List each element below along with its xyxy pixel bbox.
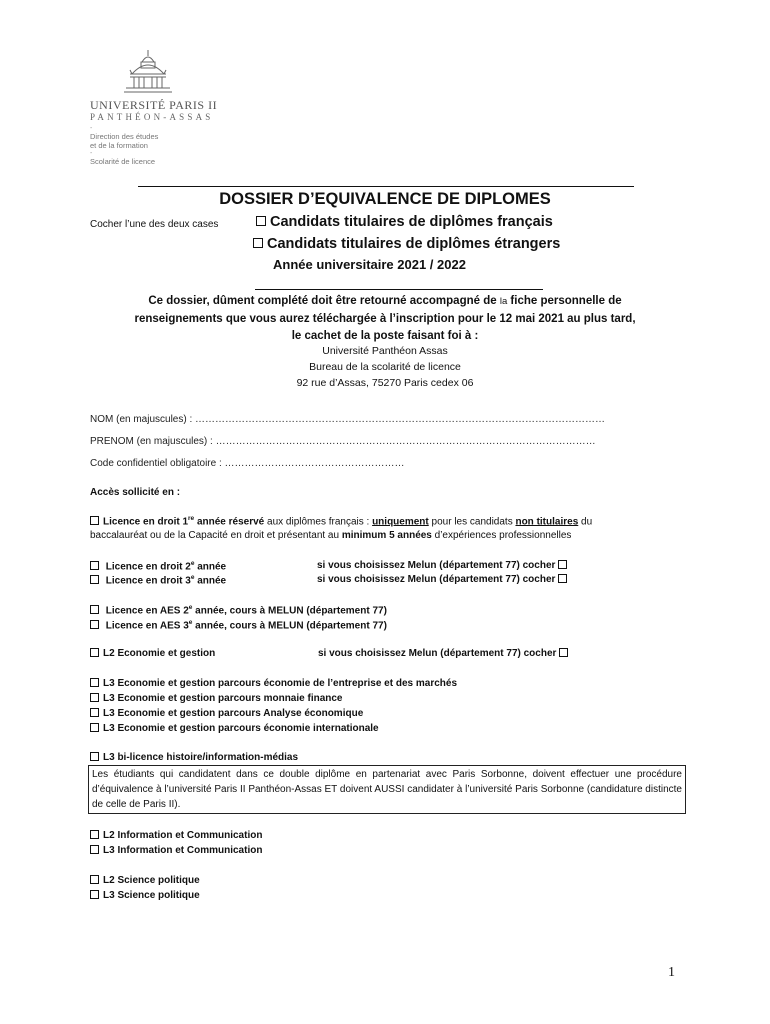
l3-eco-label: L3 Economie et gestion parcours économie de l’entreprise et des marchés: [103, 678, 458, 689]
licence1-line-2: [90, 530, 571, 541]
sup: e: [188, 604, 193, 611]
checkbox-icon[interactable]: [90, 875, 99, 884]
melun-option-label: si vous choisissez Melun (département 77) cocher: [318, 648, 557, 659]
university-name: UNIVERSITÉ PARIS II: [90, 98, 218, 112]
acces-heading: Accès sollicité en :: [90, 487, 181, 498]
checkbox-l2-sciencepo[interactable]: [90, 875, 200, 886]
cocher-instruction: Cocher l’une des deux cases: [90, 219, 219, 230]
checkbox-licence-droit-1[interactable]: [90, 515, 592, 527]
licence1-uniquement: uniquement: [372, 516, 429, 528]
licence1-text: aux diplômes français :: [264, 516, 373, 528]
instructions-line-1: [0, 295, 770, 307]
instructions-text: Ce dossier, dûment complété doit être retourné accompagné de: [148, 295, 500, 307]
checkbox-icon[interactable]: [558, 574, 567, 583]
licence-droit-3-label: Licence en droit 3: [105, 575, 191, 587]
checkbox-licence-aes-2[interactable]: [90, 604, 387, 616]
checkbox-l3-eco-monnaie[interactable]: [90, 693, 343, 704]
checkbox-icon[interactable]: [90, 561, 99, 570]
direction-block: [90, 125, 230, 166]
aes-2-label: Licence en AES 2: [105, 605, 189, 617]
checkbox-l3-eco-analyse[interactable]: [90, 708, 363, 719]
document-title: DOSSIER D’EQUIVALENCE DE DIPLOMES: [219, 190, 551, 208]
checkbox-icon[interactable]: [90, 693, 99, 702]
checkbox-icon[interactable]: [90, 605, 99, 614]
licence1-non-titulaires: non titulaires: [515, 516, 579, 528]
nom-field[interactable]: NOM (en majuscules) : ……………………………………………………………………………………………………………: [90, 414, 606, 425]
sciencepo-label: L2 Science politique: [103, 875, 200, 886]
checkbox-icon[interactable]: [90, 830, 99, 839]
checkbox-icon[interactable]: [90, 678, 99, 687]
checkbox-l3-bilicence[interactable]: [90, 752, 298, 763]
dash: -: [90, 150, 93, 157]
licence1-minimum: minimum 5 années: [341, 530, 432, 541]
dash: -: [90, 125, 93, 132]
checkbox-licence-droit-2[interactable]: [90, 560, 226, 572]
checkbox-licence-droit-3[interactable]: [90, 574, 226, 586]
infocom-label: L2 Information et Communication: [103, 830, 263, 841]
candidats-francais-label: Candidats titulaires de diplômes français: [270, 214, 553, 230]
page-number: 1: [668, 965, 675, 980]
direction-line-1: Direction des études: [90, 132, 159, 141]
sup: e: [190, 560, 195, 567]
scolarite-line: Scolarité de licence: [90, 157, 156, 166]
licence1-text: pour les candidats: [428, 516, 516, 528]
licence1-label: Licence en droit 1: [103, 516, 189, 528]
melun-option-droit-3[interactable]: [317, 574, 571, 585]
licence1-line2-text: baccalauréat ou de la Capacité en droit et présentant au: [90, 530, 342, 541]
melun-option-l2-eco[interactable]: [318, 648, 572, 659]
checkbox-l3-infocom[interactable]: [90, 845, 262, 856]
pantheon-dome-icon: [120, 48, 176, 96]
checkbox-l2-economie[interactable]: [90, 648, 215, 659]
checkbox-candidats-francais[interactable]: [256, 214, 553, 230]
checkbox-icon[interactable]: [253, 238, 263, 248]
prenom-field[interactable]: PRENOM (en majuscules) : ……………………………………………………………………………………………………: [90, 436, 596, 447]
licence1-text: du: [578, 516, 593, 528]
sup: e: [190, 574, 195, 581]
bilicence-note: Les étudiants qui candidatent dans ce double diplôme en partenariat avec Paris Sorbonne, doivent effectuer une procédure d’équivalence à l’université Paris II Panthéon-Assas ET doivent AUSSI candidater à l’université Paris Sorbonne (candidature distincte de celle de Paris II).: [88, 765, 686, 814]
licence1-line2-text: d’expériences professionnelles: [431, 530, 572, 541]
checkbox-icon[interactable]: [90, 845, 99, 854]
l2-eco-label: L2 Economie et gestion: [103, 648, 216, 659]
aes-2-label-b: année, cours à MELUN (département 77): [192, 605, 387, 617]
checkbox-l3-eco-internationale[interactable]: [90, 723, 379, 734]
melun-option-droit-2[interactable]: [317, 560, 571, 571]
address-line-2: Bureau de la scolarité de licence: [309, 361, 461, 373]
instructions-line-3: le cachet de la poste faisant foi à :: [291, 330, 479, 342]
instructions-text-la: la: [499, 296, 508, 307]
licence1-label-b: année réservé: [194, 516, 265, 528]
sciencepo-label: L3 Science politique: [103, 890, 200, 901]
address-line-1: Université Panthéon Assas: [322, 345, 448, 357]
candidats-etrangers-label: Candidats titulaires de diplômes étrangers: [267, 236, 561, 252]
instructions-line-2: renseignements que vous aurez téléchargée à l’inscription pour le 12 mai 2021 au plus tard,: [134, 313, 636, 325]
checkbox-icon[interactable]: [558, 560, 567, 569]
checkbox-l3-sciencepo[interactable]: [90, 890, 200, 901]
checkbox-icon[interactable]: [90, 516, 99, 525]
checkbox-icon[interactable]: [90, 620, 99, 629]
checkbox-icon[interactable]: [90, 648, 99, 657]
checkbox-icon[interactable]: [90, 723, 99, 732]
checkbox-icon[interactable]: [256, 216, 266, 226]
melun-option-label: si vous choisissez Melun (département 77) cocher: [317, 560, 556, 571]
checkbox-l2-infocom[interactable]: [90, 830, 262, 841]
code-confidentiel-field[interactable]: Code confidentiel obligatoire : ………………………………………………: [90, 458, 405, 469]
checkbox-icon[interactable]: [90, 752, 99, 761]
academic-year: Année universitaire 2021 / 2022: [273, 257, 466, 272]
sup: e: [188, 619, 193, 626]
checkbox-icon[interactable]: [559, 648, 568, 657]
bilicence-label: L3 bi-licence histoire/information-médias: [103, 752, 299, 763]
middle-rule: [255, 289, 543, 290]
university-subtitle: PANTHÉON-ASSAS: [90, 112, 214, 122]
checkbox-icon[interactable]: [90, 575, 99, 584]
university-logo-block: [90, 48, 230, 166]
checkbox-l3-eco-entreprise[interactable]: [90, 678, 457, 689]
licence-droit-3-label-b: année: [194, 575, 227, 587]
licence-droit-2-label-b: année: [194, 561, 227, 573]
licence-droit-2-label: Licence en droit 2: [105, 561, 191, 573]
melun-option-label: si vous choisissez Melun (département 77) cocher: [317, 574, 556, 585]
aes-3-label-b: année, cours à MELUN (département 77): [192, 620, 387, 632]
l3-eco-label: L3 Economie et gestion parcours monnaie finance: [103, 693, 343, 704]
direction-line-2: et de la formation: [90, 141, 148, 150]
aes-3-label: Licence en AES 3: [105, 620, 189, 632]
address-line-3: 92 rue d’Assas, 75270 Paris cedex 06: [296, 377, 474, 389]
top-rule: [138, 186, 634, 187]
infocom-label: L3 Information et Communication: [103, 845, 263, 856]
checkbox-licence-aes-3[interactable]: [90, 619, 387, 631]
licence1-sup: re: [188, 515, 195, 522]
l3-eco-label: L3 Economie et gestion parcours Analyse économique: [103, 708, 364, 719]
instructions-text: fiche personnelle de: [507, 295, 622, 307]
checkbox-candidats-etrangers[interactable]: [253, 236, 560, 252]
checkbox-icon[interactable]: [90, 708, 99, 717]
l3-eco-label: L3 Economie et gestion parcours économie internationale: [103, 723, 379, 734]
checkbox-icon[interactable]: [90, 890, 99, 899]
